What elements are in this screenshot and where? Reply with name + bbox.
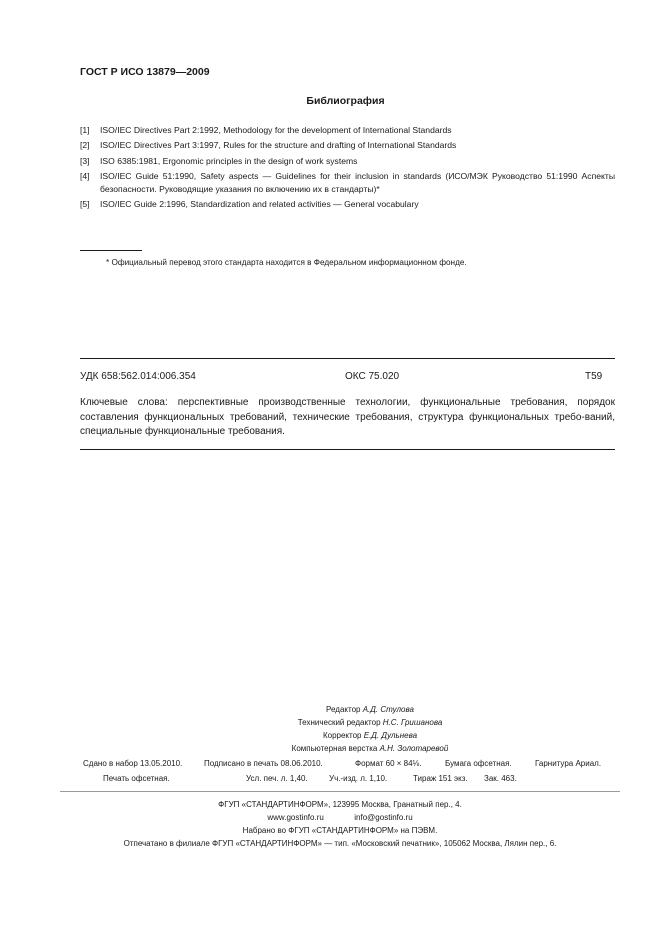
credit-name: Н.С. Гришанова <box>382 718 443 727</box>
footnote: * Официальный перевод этого стандарта находится в Федеральном информационном фонде. <box>106 258 467 267</box>
bibliography-title: Библиография <box>306 95 385 107</box>
credit-name: А.Д. Стулова <box>362 705 414 714</box>
publisher-contacts <box>60 811 620 824</box>
publisher-printer: Отпечатано в филиале ФГУП «СТАНДАРТИНФОРМ» — тип. «Московский печатник», 105062 Москва, Лялин пер., 6. <box>123 839 557 848</box>
print-info-field: Печать офсетная. <box>103 774 170 783</box>
bibliography-item <box>80 139 615 152</box>
item-text: ISO/IEC Directives Part 2:1992, Methodology for the development of International Standards <box>100 125 452 135</box>
classification-top-rule <box>80 358 615 359</box>
credit-line <box>200 703 540 716</box>
item-text: ISO/IEC Directives Part 3:1997, Rules for the structure and drafting of International Standards <box>100 140 457 150</box>
credit-line <box>200 729 540 742</box>
credit-role: Корректор <box>322 731 362 740</box>
oks-code: ОКС 75.020 <box>345 371 400 382</box>
classification-bottom-rule <box>80 449 615 450</box>
credit-role: Компьютерная верстка <box>291 744 378 753</box>
bibliography-item <box>80 155 615 168</box>
keywords: Ключевые слова: перспективные производственные технологии, функциональные требования, порядок составления функциональных требований, технические требования, структура функциональных требо-ваний, специальные функциональные требования. <box>80 397 615 437</box>
credit-line <box>200 716 540 729</box>
standard-id: ГОСТ Р ИСО 13879—2009 <box>80 66 210 78</box>
print-info-field: Подписано в печать 08.06.2010. <box>204 759 323 768</box>
item-number: [4] <box>80 171 90 181</box>
publisher-typeset: Набрано во ФГУП «СТАНДАРТИНФОРМ» на ПЭВМ. <box>242 826 438 835</box>
publisher-rule <box>60 791 620 792</box>
item-text: ISO/IEC Guide 2:1996, Standardization and related activities — General vocabulary <box>100 199 419 209</box>
item-number: [2] <box>80 140 90 150</box>
print-info-field: Формат 60 × 84⅛. <box>355 759 422 768</box>
bibliography-item <box>80 124 615 137</box>
print-info-field: Гарнитура Ариал. <box>535 759 602 768</box>
print-info-field: Зак. 463. <box>484 774 517 783</box>
udc-code: УДК 658:562.014:006.354 <box>80 371 196 382</box>
credit-name: А.Н. Золотаревой <box>379 744 449 753</box>
print-info-field: Уч.-изд. л. 1,10. <box>329 774 388 783</box>
publisher-website[interactable]: www.gostinfo.ru <box>267 813 324 822</box>
publisher-address: ФГУП «СТАНДАРТИНФОРМ», 123995 Москва, Гранатный пер., 4. <box>218 800 462 809</box>
credit-role: Технический редактор <box>297 718 381 727</box>
item-text: ISO 6385:1981, Ergonomic principles in the design of work systems <box>100 156 358 166</box>
print-info-field: Тираж 151 экз. <box>413 774 468 783</box>
footnote-divider <box>80 250 142 251</box>
bibliography-item <box>80 198 615 211</box>
category-code: Т59 <box>585 371 603 382</box>
item-text: ISO/IEC Guide 51:1990, Safety aspects — Guidelines for their inclusion in standards (ИСО/МЭК Руководство 51:1990 Аспекты безопасности. Руководящие указания по включению их в стандарты)* <box>100 171 615 194</box>
print-info-field: Усл. печ. л. 1,40. <box>246 774 308 783</box>
print-info-field: Сдано в набор 13.05.2010. <box>83 759 183 768</box>
credit-role: Редактор <box>326 705 361 714</box>
credit-name: Е.Д. Дульнева <box>363 731 418 740</box>
credit-line <box>200 742 540 755</box>
bibliography-item <box>80 170 615 196</box>
item-number: [1] <box>80 125 90 135</box>
item-number: [5] <box>80 199 90 209</box>
print-info-field: Бумага офсетная. <box>445 759 512 768</box>
item-number: [3] <box>80 156 90 166</box>
publisher-email[interactable]: info@gostinfo.ru <box>354 813 413 822</box>
